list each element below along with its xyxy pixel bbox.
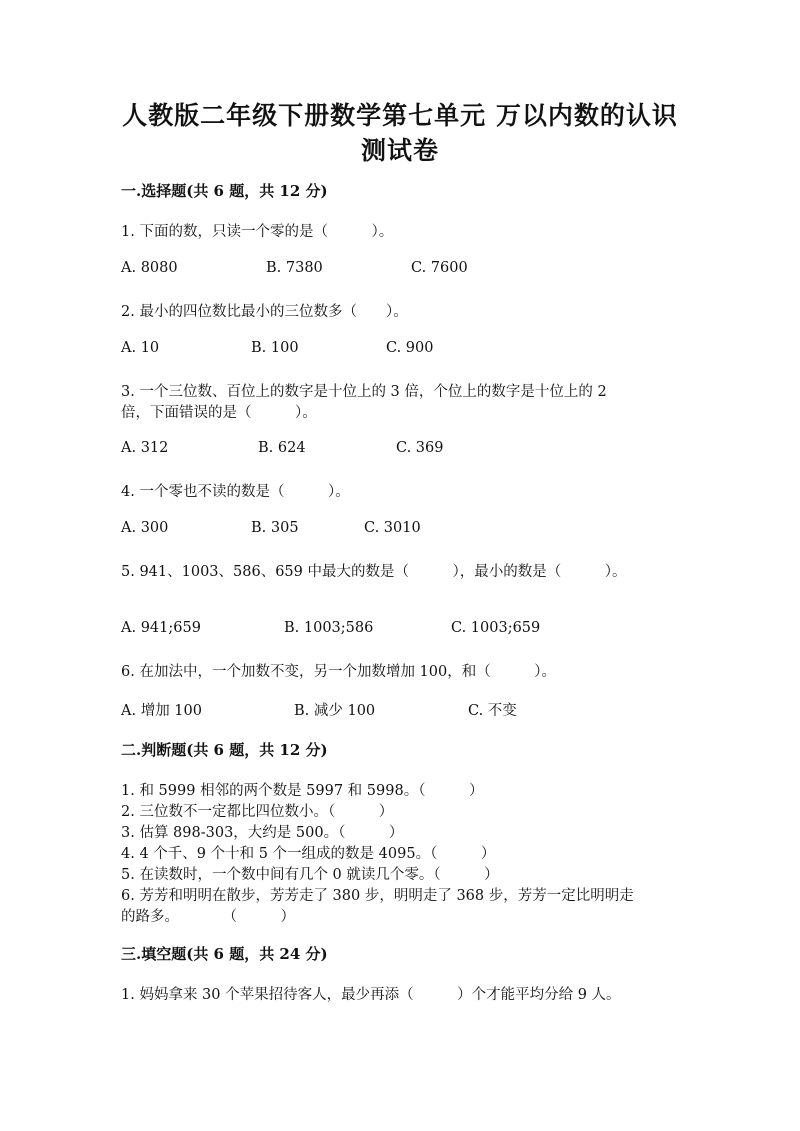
- section-heading-choice: 一.选择题(共 6 题，共 12 分): [121, 182, 328, 200]
- judgement-item-1: 1. 和 5999 相邻的两个数是 5997 和 5998。（ ）: [121, 783, 484, 799]
- question-4-text: 4. 一个零也不读的数是（ ）。: [121, 484, 350, 500]
- question-1-option-a: A. 8080: [121, 260, 178, 276]
- question-2-option-c: C. 900: [386, 340, 434, 356]
- question-6-text: 6. 在加法中，一个加数不变，另一个加数增加 100，和（ ）。: [121, 664, 556, 680]
- question-3-text-line2: 倍，下面错误的是（ ）。: [121, 405, 317, 421]
- question-5-text: 5. 941、1003、586、659 中最大的数是（ ），最小的数是（ ）。: [121, 564, 627, 580]
- question-5-option-c: C. 1003;659: [451, 620, 541, 636]
- question-1-text: 1. 下面的数，只读一个零的是（ ）。: [121, 224, 394, 240]
- question-4-option-c: C. 3010: [364, 520, 421, 536]
- question-4-option-b: B. 305: [251, 520, 299, 536]
- question-3-option-a: A. 312: [121, 440, 169, 456]
- question-6-option-a: A. 增加 100: [121, 703, 202, 719]
- judgement-item-4: 4. 4 个千、9 个十和 5 个一组成的数是 4095。（ ）: [121, 846, 496, 862]
- question-2-option-a: A. 10: [121, 340, 160, 356]
- section-heading-judgement: 二.判断题(共 6 题，共 12 分): [121, 741, 328, 759]
- page-title-line2: 测试卷: [360, 136, 439, 165]
- question-6-option-b: B. 减少 100: [294, 703, 376, 719]
- judgement-item-6-line1: 6. 芳芳和明明在散步，芳芳走了 380 步，明明走了 368 步，芳芳一定比明明走: [121, 888, 634, 904]
- section-heading-fill-blank: 三.填空题(共 6 题，共 24 分): [121, 945, 328, 963]
- judgement-item-3: 3. 估算 898-303，大约是 500。（ ）: [121, 825, 404, 841]
- question-2-text: 2. 最小的四位数比最小的三位数多（ ）。: [121, 304, 408, 320]
- page-title-line1: 人教版二年级下册数学第七单元 万以内数的认识: [122, 101, 678, 130]
- fill-blank-question-1: 1. 妈妈拿来 30 个苹果招待客人，最少再添（ ）个才能平均分给 9 人。: [121, 987, 621, 1003]
- question-6-option-c: C. 不变: [468, 703, 517, 719]
- judgement-item-5: 5. 在读数时，一个数中间有几个 0 就读几个零。（ ）: [121, 867, 499, 883]
- judgement-item-6-line2: 的路多。 （ ）: [121, 909, 295, 925]
- question-2-option-b: B. 100: [251, 340, 299, 356]
- question-5-option-a: A. 941;659: [121, 620, 201, 636]
- question-3-option-c: C. 369: [396, 440, 444, 456]
- question-5-option-b: B. 1003;586: [284, 620, 374, 636]
- question-3-option-b: B. 624: [258, 440, 306, 456]
- question-4-option-a: A. 300: [121, 520, 169, 536]
- judgement-item-2: 2. 三位数不一定都比四位数小。（ ）: [121, 804, 394, 820]
- question-1-option-b: B. 7380: [266, 260, 323, 276]
- question-1-option-c: C. 7600: [411, 260, 468, 276]
- question-3-text-line1: 3. 一个三位数、百位上的数字是十位上的 3 倍，个位上的数字是十位上的 2: [121, 384, 607, 400]
